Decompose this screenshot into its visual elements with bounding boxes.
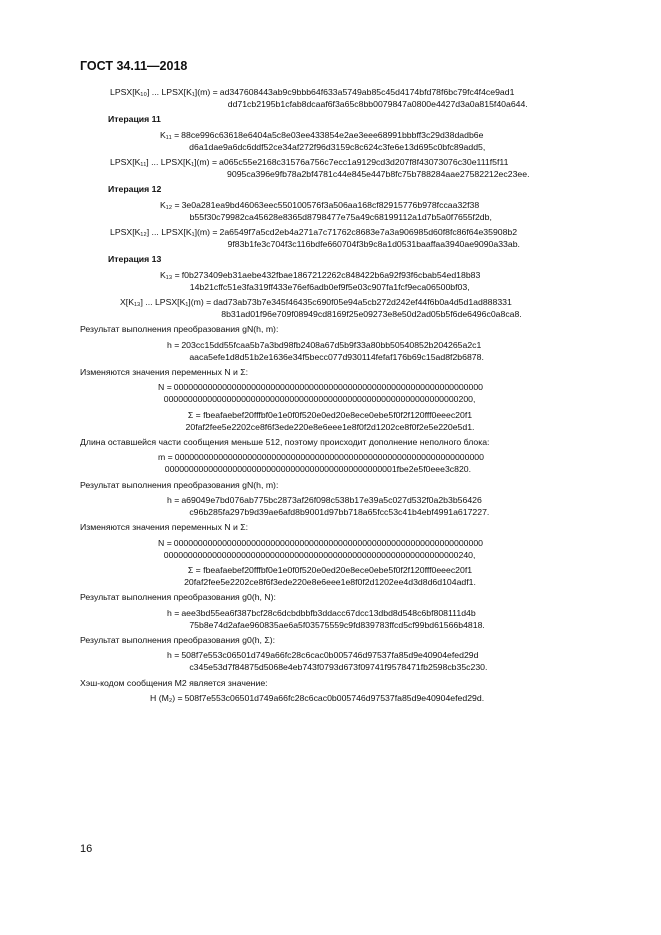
value-line: 0000000000000000000000000000000000000000000000000000000000000200, [163,394,476,405]
value-line: 0000000000000000000000000000000000000000000000000000000000000000 [173,382,483,393]
formula-value [181,607,485,631]
value-line: dad73ab73b7e345f46435c690f05e94a5cb272d242ef44f6b0a4d5d1ad888331 [213,297,512,308]
formula-row [167,607,580,631]
sigma-value [80,564,580,588]
value-line: 9f83b1fe3c704f3c116bdfe660704f3b9c8a1d0531baaffaa3940ae9090a33ab. [227,239,520,250]
sigma-value [80,409,580,433]
paragraph: Изменяются значения переменных N и Σ: [80,367,249,378]
value-line: 508f7e553c06501d749a66fc28c6cac0b005746d97537fa85d9e40904efed29d. [184,692,485,703]
value-line: 20faf2fee5e2202ce8f6f3ede220e8e6eee1e8f0f2d1202ee4d3d8d6d104adf1. [184,577,476,588]
formula-value [213,296,522,320]
value-line: 3e0a281ea9bd46063eec550100576f3a506aa168cf82915776b978fccaa32f38 [181,199,480,210]
formula-row [158,451,580,475]
formula-label: LPSX[K₁₀] ... LPSX[K₁](m) = [110,87,218,97]
value-line: c345e53d7f84875d5068e4eb743f0793d673f09741f9578471fb2598cb35c230. [189,662,488,673]
formula-label: m = [158,452,173,463]
value-line: b55f30c79982ca45628e8365d8798477e75a49c68199112a1d7b5a0f7655f2db, [189,211,492,222]
formula-row [160,199,580,223]
formula-label: N = [158,537,172,548]
paragraph: Результат выполнения преобразования gN(h, m): [80,479,279,490]
value-line: 0000000000000000000000000000000000000000000000000000000000000240, [163,549,476,560]
value-line: c96b285fa297b9d39ae6afd8b9001d97bb718a65fcc53c41b4ebf4991a617227. [189,507,490,518]
iteration-heading: Итерация 11 [108,114,161,125]
iteration-heading: Итерация 13 [108,254,162,265]
value-line: 20faf2fee5e2202ce8f6f3ede220e8e6eee1e8f0f2d1202ce8f0f2e5e220e5d1. [185,421,475,432]
formula-value [182,199,492,223]
formula-row [167,494,580,518]
formula-label: LPSX[K₁₁] ... LPSX[K₁](m) = [110,157,218,168]
formula-row [120,296,580,320]
formula-label: LPSX[K₁₂] ... LPSX[K₁](m) = [110,227,218,238]
value-line: a69049e7bd076ab775bc2873af26f098c538b17e39a5c027d532f0a2b3b56426 [181,494,482,505]
formula-label: K₁₃ = [160,269,180,280]
value-line: 508f7e553c06501d749a66fc28c6cac0b005746d97537fa85d9e40904efed29d [181,650,479,661]
value-line: d6a1dae9a6dc6ddf52ce34af272f96d3159c8c624c3fe6e13d695c0bfc89add5, [189,141,486,152]
formula-value [181,494,489,518]
paragraph: Изменяются значения переменных N и Σ: [80,522,249,533]
formula-value [185,692,485,704]
formula-row [158,537,580,561]
formula-label: K₁₂ = [160,199,180,210]
formula-value [220,226,520,250]
formula-label: h = [167,650,180,661]
page-header: ГОСТ 34.11—2018 [80,59,188,73]
value-line: 75b8e74d2afae960835ae6a5f03575559c9fd839783ffcd5cf99bd61566b4818. [189,619,485,630]
value-line: 14b21cffc51e3fa319ff433e76ef6adb0ef9f5e03c907fa1fcf9eca06500bf03, [189,281,470,292]
value-line: 0000000000000000000000000000000000000000000000000000000000000000 [174,452,484,463]
formula-value [181,129,485,153]
formula-row [150,692,580,704]
iteration-heading: Итерация 12 [108,184,162,195]
formula-row [158,381,580,405]
value-line: 203cc15dd55fcaa5b7a3bd98fb2408a67d5b9f33a80bb50540852b204265a2c1 [181,339,482,350]
formula-label: h = [167,339,180,350]
paragraph: Хэш-кодом сообщения M2 является значение: [80,677,268,688]
spacer [80,704,580,707]
formula-label: N = [158,382,172,393]
value-line: aee3bd55ea6f387bcf28c6dcbdbbfb3ddacc67dcc13dbd8d548c6bf808111d4b [181,607,476,618]
formula-label: X[K₁₃] ... LPSX[K₁](m) = [120,297,212,308]
value-line: Σ = fbeafaebef20fffbf0e1e0f0f520e0ed20e8ece0ebe5f0f2f120fff0eeec20f1 [187,409,473,420]
value-line: ad347608443ab9c9bbb64f633a5749ab85c45d4174bfd78f6bc79fc4f4ce9ad1 [219,87,515,97]
value-line: f0b273409eb31aebe432fbae1867212262c848422b6a92f93f6cbab54ed18b83 [181,269,481,280]
formula-value [181,649,487,673]
formula-value [182,269,481,293]
value-line: 0000000000000000000000000000000000000000000000000000000000000000 [173,537,483,548]
formula-label: h = [167,494,180,505]
formula-row [110,86,580,110]
formula-label: H (M₂) = [150,692,183,703]
paragraph: Результат выполнения преобразования gN(h, m): [80,324,279,335]
formula-row [167,339,580,363]
document-body [80,86,580,707]
value-line: aaca5efe1d8d51b2e1636e34f5becc077d930114fefaf176b69c15ad8f2b6878. [189,351,484,362]
page-number: 16 [80,843,93,855]
value-line: 2a6549f7a5cd2eb4a271a7c71762c8683e7a3a906985d60f8fc86f64e35908b2 [219,227,518,238]
formula-row [160,129,580,153]
formula-row [110,226,580,250]
formula-value [181,339,484,363]
formula-value [164,451,484,475]
formula-value [219,156,529,180]
paragraph: Длина оставшейся части сообщения меньше 512, поэтому происходит дополнение неполного блока: [80,437,490,448]
value-line: 000000000000000000000000000000000000000000000001fbe2e5f0eee3c820. [164,464,472,475]
value-line: a065c55e2168c31576a756c7ecc1a9129cd3d207f8f43073076c30e111f5f11 [219,157,509,168]
formula-row [167,649,580,673]
formula-value [163,381,483,405]
formula-label: K₁₁ = [160,129,180,140]
paragraph: Результат выполнения преобразования g0(h, Σ): [80,634,276,645]
formula-row [160,269,580,293]
paragraph: Результат выполнения преобразования g0(h, N): [80,592,276,603]
value-line: 88ce996c63618e6404a5c8e03ee433854e2ae3eee68991bbbff3c29d38dadb6e [181,129,484,140]
value-line: 9095ca396e9fb78a2bf4781c44e845e447b8fc75b788284aae27582212ec23ee. [227,169,530,180]
formula-value [163,537,483,561]
value-line: 8b31ad01f96e709f08949cd8169f25e09273e8e50d2ad05b5f6de6496c0a8ca8. [221,309,522,320]
value-line: Σ = fbeafaebef20fffbf0e1e0f0f520e0ed20e8ece0ebe5f0f2f120fff0eeec20f1 [187,564,473,575]
formula-row [110,156,580,180]
formula-label: h = [167,607,180,618]
formula-value [220,86,528,110]
value-line: dd71cb2195b1cfab8dcaaf6f3a65c8bb0079847a0800e4427d3a0a815f40a644. [227,99,528,110]
